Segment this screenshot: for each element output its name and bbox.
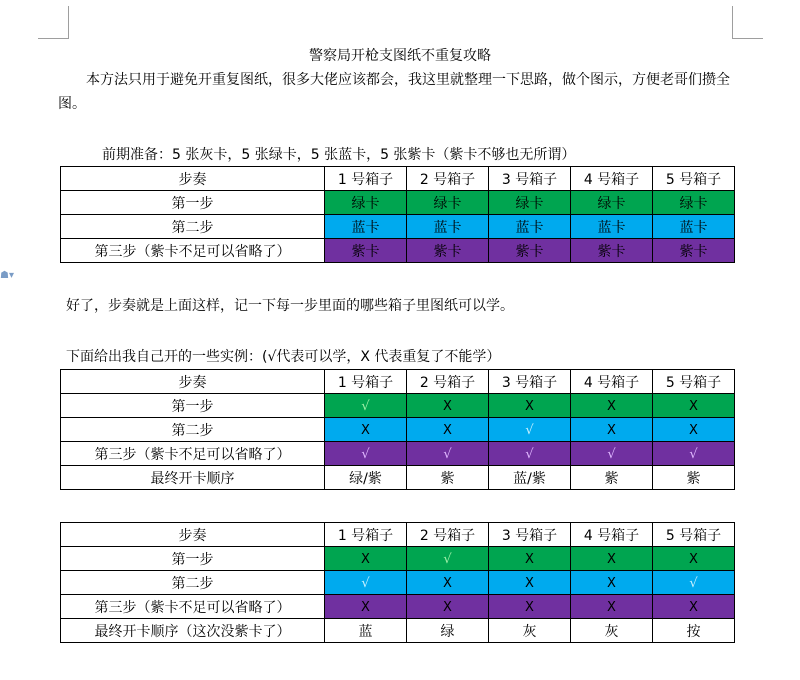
header-cell: 1 号箱子 xyxy=(325,523,407,547)
result-mark: X xyxy=(689,599,698,615)
header-cell: 3 号箱子 xyxy=(489,523,571,547)
header-cell: 3 号箱子 xyxy=(489,370,571,394)
result-mark: X xyxy=(443,599,452,615)
final-order-cell: 绿/紫 xyxy=(325,466,407,490)
table-header-row xyxy=(61,167,735,191)
final-order-cell: 紫 xyxy=(653,466,735,490)
result-mark: X xyxy=(607,422,616,438)
header-cell: 4 号箱子 xyxy=(571,167,653,191)
header-cell: 4 号箱子 xyxy=(571,523,653,547)
step-label: 第一步 xyxy=(61,547,325,571)
result-mark: X xyxy=(361,551,370,567)
header-cell: 步奏 xyxy=(61,370,325,394)
table-row xyxy=(61,595,735,619)
result-mark: X xyxy=(689,422,698,438)
result-mark: X xyxy=(443,398,452,414)
card-cell: 蓝卡 xyxy=(571,215,653,239)
table-row xyxy=(61,571,735,595)
result-mark: X xyxy=(607,398,616,414)
final-order-cell: 按 xyxy=(653,619,735,643)
result-mark: √ xyxy=(689,575,698,591)
result-mark: √ xyxy=(361,575,370,591)
result-mark: X xyxy=(525,551,534,567)
example-table-2 xyxy=(60,522,735,643)
example-intro-text: 下面给出我自己开的一些实例：(√代表可以学，X 代表重复了不能学） xyxy=(66,349,501,365)
card-cell: 绿卡 xyxy=(571,191,653,215)
preparation-text: 前期准备：5 张灰卡，5 张绿卡，5 张蓝卡，5 张紫卡（紫卡不够也无所谓） xyxy=(102,147,576,163)
step-label: 最终开卡顺序（这次没紫卡了） xyxy=(61,619,325,643)
header-cell: 2 号箱子 xyxy=(407,167,489,191)
step-label: 第二步 xyxy=(61,215,325,239)
header-cell: 2 号箱子 xyxy=(407,370,489,394)
header-cell: 1 号箱子 xyxy=(325,167,407,191)
result-mark: X xyxy=(607,551,616,567)
result-mark: √ xyxy=(443,446,452,462)
table-row xyxy=(61,394,735,418)
final-order-cell: 蓝/紫 xyxy=(489,466,571,490)
final-order-row xyxy=(61,619,735,643)
table-row xyxy=(61,215,735,239)
margin-anchor-icon: ☗▾ xyxy=(0,270,14,281)
card-cell: 紫卡 xyxy=(407,239,489,263)
result-mark: X xyxy=(689,398,698,414)
header-cell: 5 号箱子 xyxy=(653,370,735,394)
card-cell: 蓝卡 xyxy=(325,215,407,239)
card-cell: 蓝卡 xyxy=(653,215,735,239)
final-order-cell: 蓝 xyxy=(325,619,407,643)
card-cell: 紫卡 xyxy=(571,239,653,263)
steps-table xyxy=(60,166,735,263)
card-cell: 蓝卡 xyxy=(489,215,571,239)
step-label: 第三步（紫卡不足可以省略了） xyxy=(61,442,325,466)
example-table-1 xyxy=(60,369,735,490)
final-order-row xyxy=(61,466,735,490)
page-corner-top-left xyxy=(38,6,69,39)
result-mark: √ xyxy=(689,446,698,462)
card-cell: 紫卡 xyxy=(325,239,407,263)
header-cell: 3 号箱子 xyxy=(489,167,571,191)
table-header-row xyxy=(61,370,735,394)
final-order-cell: 灰 xyxy=(571,619,653,643)
table-row xyxy=(61,442,735,466)
header-cell: 5 号箱子 xyxy=(653,523,735,547)
table-row xyxy=(61,191,735,215)
intro-paragraph: 本方法只用于避免开重复图纸，很多大佬应该都会，我这里就整理一下思路，做个图示，方便老哥们攒全图。 xyxy=(58,72,730,112)
card-cell: 蓝卡 xyxy=(407,215,489,239)
header-cell: 5 号箱子 xyxy=(653,167,735,191)
table-row xyxy=(61,418,735,442)
final-order-cell: 紫 xyxy=(571,466,653,490)
document-title: 警察局开枪支图纸不重复攻略 xyxy=(309,48,491,64)
step-label: 第一步 xyxy=(61,394,325,418)
header-cell: 4 号箱子 xyxy=(571,370,653,394)
summary-text: 好了，步奏就是上面这样，记一下每一步里面的哪些箱子里图纸可以学。 xyxy=(66,298,514,314)
result-mark: √ xyxy=(525,422,534,438)
final-order-cell: 紫 xyxy=(407,466,489,490)
table-header-row xyxy=(61,523,735,547)
step-label: 第一步 xyxy=(61,191,325,215)
header-cell: 1 号箱子 xyxy=(325,370,407,394)
page-corner-top-right xyxy=(732,6,763,39)
step-label: 第二步 xyxy=(61,418,325,442)
step-label: 第二步 xyxy=(61,571,325,595)
table-row xyxy=(61,547,735,571)
final-order-cell: 灰 xyxy=(489,619,571,643)
result-mark: X xyxy=(689,551,698,567)
card-cell: 紫卡 xyxy=(489,239,571,263)
table-row xyxy=(61,239,735,263)
final-order-cell: 绿 xyxy=(407,619,489,643)
result-mark: √ xyxy=(361,398,370,414)
result-mark: √ xyxy=(607,446,616,462)
result-mark: X xyxy=(525,575,534,591)
card-cell: 绿卡 xyxy=(653,191,735,215)
card-cell: 紫卡 xyxy=(653,239,735,263)
result-mark: X xyxy=(607,575,616,591)
result-mark: X xyxy=(443,422,452,438)
header-cell: 步奏 xyxy=(61,167,325,191)
result-mark: X xyxy=(607,599,616,615)
step-label: 第三步（紫卡不足可以省略了） xyxy=(61,239,325,263)
result-mark: X xyxy=(361,599,370,615)
step-label: 第三步（紫卡不足可以省略了） xyxy=(61,595,325,619)
card-cell: 绿卡 xyxy=(325,191,407,215)
card-cell: 绿卡 xyxy=(489,191,571,215)
result-mark: X xyxy=(361,422,370,438)
result-mark: √ xyxy=(443,551,452,567)
result-mark: √ xyxy=(525,446,534,462)
result-mark: X xyxy=(525,398,534,414)
header-cell: 步奏 xyxy=(61,523,325,547)
step-label: 最终开卡顺序 xyxy=(61,466,325,490)
result-mark: X xyxy=(525,599,534,615)
result-mark: X xyxy=(443,575,452,591)
result-mark: √ xyxy=(361,446,370,462)
header-cell: 2 号箱子 xyxy=(407,523,489,547)
card-cell: 绿卡 xyxy=(407,191,489,215)
